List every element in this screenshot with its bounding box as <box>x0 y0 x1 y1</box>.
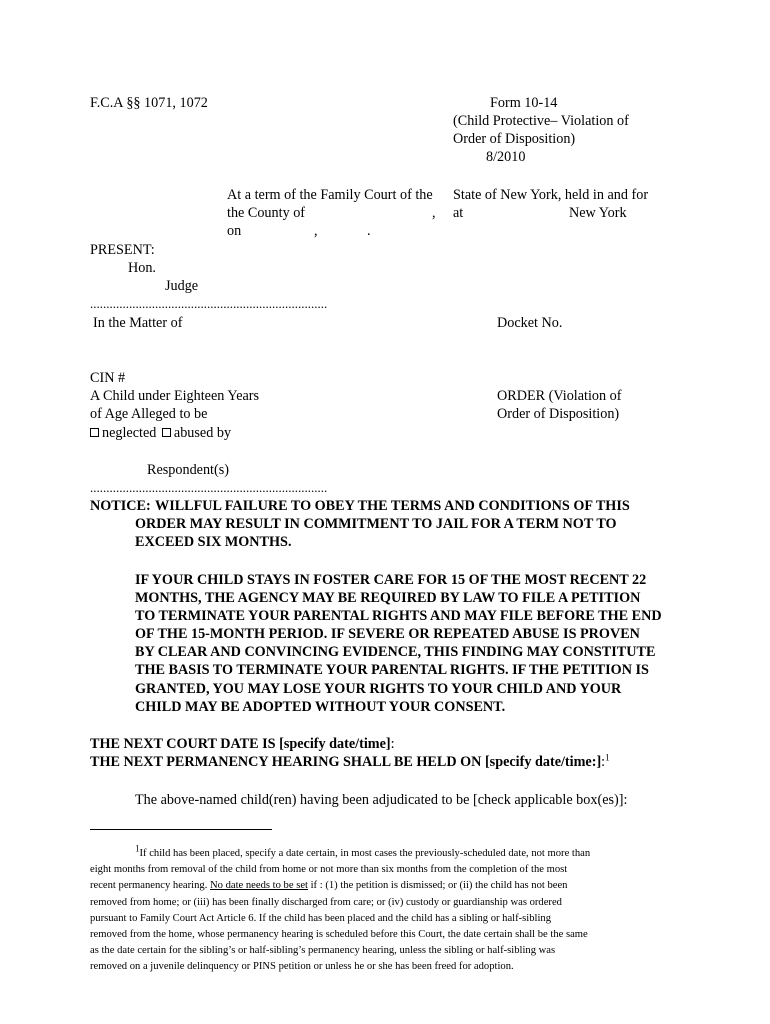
footnote-marker: 1 <box>135 843 140 854</box>
hon-label: Hon. <box>128 260 156 276</box>
abused-label: abused by <box>173 425 232 441</box>
footnote-line: removed from the home, whose permanency hearing is scheduled before this Court, the date certain shall be the same <box>90 929 588 941</box>
at-label: at <box>453 205 464 221</box>
notice-line-3: EXCEED SIX MONTHS. <box>135 534 292 550</box>
judge-label: Judge <box>165 278 199 294</box>
footnote-reference[interactable]: 1 <box>605 752 610 763</box>
foster-care-warning-line: OF THE 15-MONTH PERIOD. IF SEVERE OR REPEATED ABUSE IS PROVEN <box>135 626 640 642</box>
date-period: . <box>367 223 371 239</box>
footnote-rule <box>90 829 272 830</box>
date-comma: , <box>314 223 318 239</box>
county-comma: , <box>432 205 436 221</box>
abused-checkbox[interactable] <box>162 428 171 437</box>
present-label: PRESENT: <box>90 242 155 258</box>
footnote <box>90 843 690 976</box>
order-title-line-2: Order of Disposition) <box>497 406 620 422</box>
city-new-york: New York <box>569 205 627 221</box>
footnote-line: as the date certain for the sibling’s or half-sibling’s permanency hearing, unless the sibling or half-sibling was <box>90 945 556 957</box>
foster-care-warning-line: TO TERMINATE YOUR PARENTAL RIGHTS AND MAY FILE BEFORE THE END <box>135 608 662 624</box>
term-line-1-left: At a term of the Family Court of the <box>227 187 433 203</box>
next-permanency-hearing: THE NEXT PERMANENCY HEARING SHALL BE HELD ON [specify date/time:]:$^1$ <box>90 752 610 770</box>
foster-care-warning-line: GRANTED, YOU MAY LOSE YOUR RIGHTS TO YOUR CHILD AND YOUR <box>135 681 622 697</box>
order-title-line-1: ORDER (Violation of <box>497 388 622 404</box>
foster-care-warning-line: THE BASIS TO TERMINATE YOUR PARENTAL RIGHTS. IF THE PETITION IS <box>135 662 649 678</box>
footnote-line: pursuant to Family Court Act Article 6. If the child has been placed and the child has a sibling or half-sibling <box>90 912 552 924</box>
allegation-checkboxes <box>90 424 231 442</box>
footnote-line: removed on a juvenile delinquency or PINS petition or unless he or she has been freed for adoption. <box>90 961 514 973</box>
footnote-line: removed from home; or (iii) has been finally discharged from care; or (iv) custody or guardianship was ordered <box>90 896 562 908</box>
form-title-line-1: (Child Protective– Violation of <box>453 113 629 129</box>
child-description-line-1: A Child under Eighteen Years <box>90 388 260 404</box>
statute-citation: F.C.A §§ 1071, 1072 <box>90 95 208 111</box>
form-number: Form 10-14 <box>490 95 558 111</box>
cin-label: CIN # <box>90 370 126 386</box>
notice-label: NOTICE: <box>90 498 151 514</box>
footnote-line: $^1$If child has been placed, specify a date certain, in most cases the previously-scheduled date, not more than <box>135 843 591 859</box>
foster-care-warning-line: BY CLEAR AND CONVINCING EVIDENCE, THIS FINDING MAY CONSTITUTE <box>135 644 656 660</box>
term-line-1-right: State of New York, held in and for <box>453 187 649 203</box>
county-label: the County of <box>227 205 306 221</box>
child-description-line-2: of Age Alleged to be <box>90 406 208 422</box>
foster-care-warning-line: IF YOUR CHILD STAYS IN FOSTER CARE FOR 15 OF THE MOST RECENT 22 <box>135 572 647 588</box>
on-label: on <box>227 223 242 239</box>
respondents-label: Respondent(s) <box>147 462 229 478</box>
docket-number-label: Docket No. <box>497 315 563 331</box>
footnote-line: eight months from removal of the child from home or not more than six months from the completion of the most <box>90 864 568 876</box>
notice-line-1: WILLFUL FAILURE TO OBEY THE TERMS AND CONDITIONS OF THIS <box>155 498 630 514</box>
caption-separator-bottom: ......................................................................... <box>90 480 328 495</box>
form-date: 8/2010 <box>486 149 526 165</box>
neglected-checkbox[interactable] <box>90 428 99 437</box>
notice-line-2: ORDER MAY RESULT IN COMMITMENT TO JAIL FOR A TERM NOT TO <box>135 516 617 532</box>
in-the-matter-of: In the Matter of <box>93 315 183 331</box>
adjudication-statement: The above-named child(ren) having been adjudicated to be [check applicable box(es)]: <box>135 792 628 808</box>
footnote-line: recent permanency hearing. No date needs to be set if : (1) the petition is dismissed; or (ii) the child has not been <box>90 880 568 892</box>
next-court-date: THE NEXT COURT DATE IS [specify date/time]: <box>90 736 395 752</box>
foster-care-warning-line: CHILD MAY BE ADOPTED WITHOUT YOUR CONSENT. <box>135 699 506 715</box>
foster-care-warning-line: MONTHS, THE AGENCY MAY BE REQUIRED BY LAW TO FILE A PETITION <box>135 590 641 606</box>
caption-separator-top: ......................................................................... <box>90 296 328 311</box>
form-title-line-2: Order of Disposition) <box>453 131 576 147</box>
neglected-label: neglected <box>102 425 157 441</box>
